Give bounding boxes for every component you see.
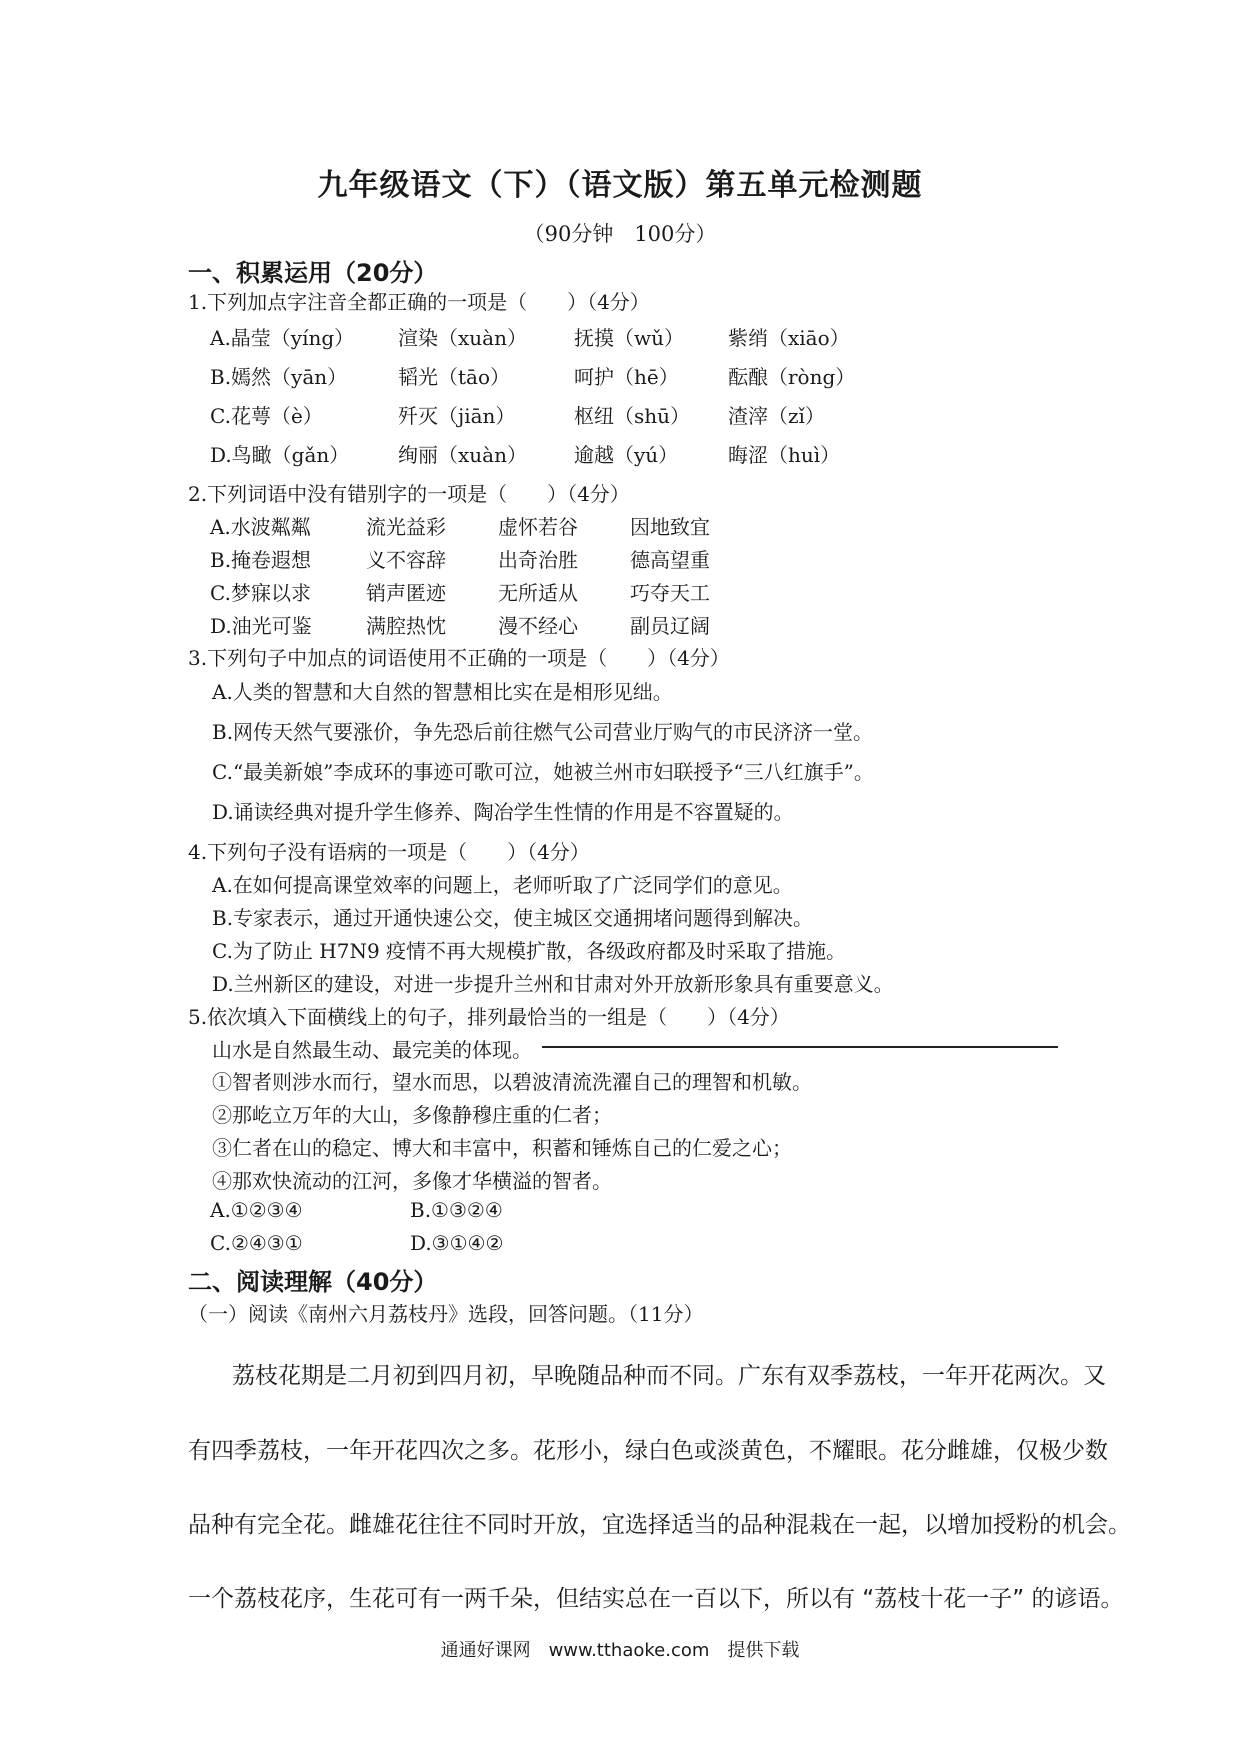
q2-c-4: 巧夺天工 — [630, 581, 710, 605]
q3-option-d: D.诵读经典对提升学生修养、陶冶学生性情的作用是不容置疑的。 — [212, 800, 794, 824]
passage-line-2: 有四季荔枝，一年开花四次之多。花形小，绿白色或淡黄色，不耀眼。花分雌雄，仅极少数 — [188, 1438, 1108, 1464]
q2-c-1: C.梦寐以求 — [210, 581, 311, 605]
q1-d-2: 绚丽（xuàn） — [398, 443, 527, 467]
question-4-stem: 4.下列句子没有语病的一项是（ ）（4分） — [188, 840, 590, 864]
q4-option-c: C.为了防止 H7N9 疫情不再大规模扩散，各级政府都及时采取了措施。 — [212, 939, 847, 963]
q5-lead-sentence: 山水是自然最生动、最完美的体现。 — [212, 1038, 532, 1062]
q1-b-3: 呵护（hē） — [574, 365, 679, 389]
q1-d-4: 晦涩（huì） — [728, 443, 841, 467]
q1-c-2: 歼灭（jiān） — [398, 404, 516, 428]
passage-line-4: 一个荔枝花序，生花可有一两千朵，但结实总在一百以下，所以有 “荔枝十花一子” 的谚语。 — [188, 1586, 1124, 1612]
q4-option-b: B.专家表示，通过开通快速公交，使主城区交通拥堵问题得到解决。 — [212, 906, 814, 930]
q1-b-4: 酝酿（ròng） — [728, 365, 856, 389]
q2-d-2: 满腔热忱 — [366, 614, 446, 638]
q2-a-1: A.水波粼粼 — [210, 515, 311, 539]
q5-choice-d: D.③①④② — [410, 1231, 504, 1255]
q2-b-4: 德高望重 — [630, 548, 710, 572]
question-1-stem: 1.下列加点字注音全都正确的一项是（ ）（4分） — [188, 290, 650, 314]
question-3-stem: 3.下列句子中加点的词语使用不正确的一项是（ ）（4分） — [188, 646, 730, 670]
q2-b-1: B.掩卷遐想 — [210, 548, 312, 572]
q3-option-a: A.人类的智慧和大自然的智慧相比实在是相形见绌。 — [212, 680, 673, 704]
q5-item-3: ③仁者在山的稳定、博大和丰富中，积蓄和锤炼自己的仁爱之心； — [212, 1136, 792, 1160]
q1-b-1: B.嫣然（yān） — [210, 365, 348, 389]
section-heading-2: 二、阅读理解（40分） — [188, 1268, 438, 1296]
q5-choice-c: C.②④③① — [210, 1231, 303, 1255]
question-2-stem: 2.下列词语中没有错别字的一项是（ ）（4分） — [188, 482, 630, 506]
q5-choice-b: B.①③②④ — [410, 1198, 503, 1222]
q4-option-d: D.兰州新区的建设，对进一步提升兰州和甘肃对外开放新形象具有重要意义。 — [212, 972, 894, 996]
reading-part-1-intro: （一）阅读《南州六月荔枝丹》选段，回答问题。（11分） — [188, 1302, 704, 1326]
q5-choice-a: A.①②③④ — [210, 1198, 303, 1222]
q5-item-2: ②那屹立万年的大山，多像静穆庄重的仁者； — [212, 1103, 612, 1127]
q1-c-4: 渣滓（zǐ） — [728, 404, 825, 428]
q1-b-2: 韬光（tāo） — [398, 365, 511, 389]
q3-option-c: C.“最美新娘”李成环的事迹可歌可泣，她被兰州市妇联授予“三八红旗手”。 — [212, 760, 874, 784]
q1-a-4: 紫绡（xiāo） — [728, 326, 850, 350]
section-heading-1: 一、积累运用（20分） — [188, 259, 438, 287]
fill-in-blank-line — [542, 1046, 1058, 1048]
passage-line-1: 荔枝花期是二月初到四月初，早晚随品种而不同。广东有双季荔枝，一年开花两次。又 — [232, 1363, 1106, 1389]
q5-item-4: ④那欢快流动的江河，多像才华横溢的智者。 — [212, 1169, 612, 1193]
q1-d-1: D.鸟瞰（gǎn） — [210, 443, 350, 467]
q2-c-3: 无所适从 — [498, 581, 578, 605]
q2-b-2: 义不容辞 — [366, 548, 446, 572]
exam-duration: （90分钟 100分） — [523, 222, 717, 246]
question-5-stem: 5.依次填入下面横线上的句子，排列最恰当的一组是（ ）（4分） — [188, 1005, 790, 1029]
q1-c-1: C.花萼（è） — [210, 404, 323, 428]
page-title: 九年级语文（下）（语文版）第五单元检测题 — [317, 168, 923, 203]
q2-d-1: D.油光可鉴 — [210, 614, 312, 638]
q2-c-2: 销声匿迹 — [366, 581, 446, 605]
q2-b-3: 出奇治胜 — [498, 548, 578, 572]
q2-a-3: 虚怀若谷 — [498, 515, 578, 539]
q1-d-3: 逾越（yú） — [574, 443, 679, 467]
q4-option-a: A.在如何提高课堂效率的问题上，老师听取了广泛同学们的意见。 — [212, 873, 793, 897]
footer-source: 通通好课网 www.tthaoke.com 提供下载 — [440, 1640, 800, 1661]
q1-a-1: A.晶莹（yíng） — [210, 326, 355, 350]
q5-item-1: ①智者则涉水而行，望水而思，以碧波清流洗濯自己的理智和机敏。 — [212, 1070, 812, 1094]
q1-c-3: 枢纽（shū） — [574, 404, 691, 428]
q2-a-2: 流光益彩 — [366, 515, 446, 539]
q2-a-4: 因地致宜 — [630, 515, 710, 539]
q3-option-b: B.网传天然气要涨价，争先恐后前往燃气公司营业厅购气的市民济济一堂。 — [212, 720, 874, 744]
q2-d-4: 副员辽阔 — [630, 614, 710, 638]
passage-line-3: 品种有完全花。雌雄花往往不同时开放，宜选择适当的品种混栽在一起，以增加授粉的机会。 — [188, 1512, 1131, 1538]
q2-d-3: 漫不经心 — [498, 614, 578, 638]
q1-a-3: 抚摸（wǔ） — [574, 326, 684, 350]
q1-a-2: 渲染（xuàn） — [398, 326, 527, 350]
